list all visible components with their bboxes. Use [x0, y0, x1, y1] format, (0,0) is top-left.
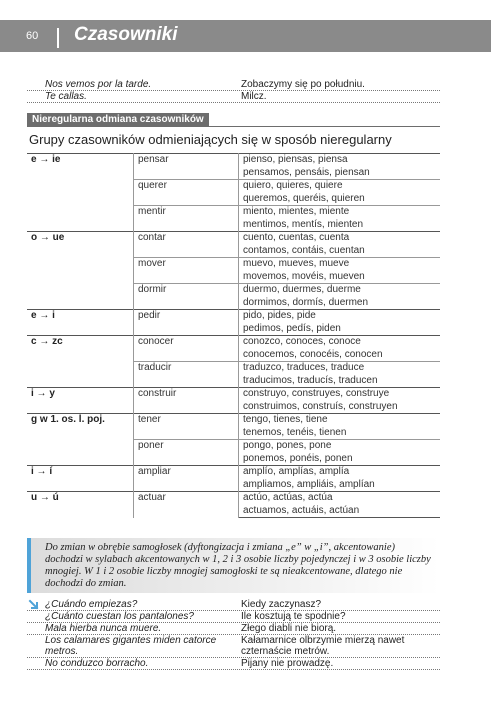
example-spanish: Los calamares gigantes miden catorce metros. [45, 635, 217, 657]
table-row [27, 388, 440, 401]
verb-infinitive: construir [134, 388, 239, 414]
verb-infinitive: tener [134, 414, 239, 440]
forms-singular: cuento, cuentas, cuenta [239, 232, 441, 245]
section-rule [27, 126, 440, 127]
example-polish: Zobaczymy się po południu. [241, 79, 365, 90]
group-label: e → i [27, 310, 134, 336]
group-label: i → í [27, 466, 134, 492]
verb-infinitive: conocer [134, 336, 239, 362]
verb-infinitive: mentir [134, 206, 239, 232]
forms-plural: pedimos, pedís, piden [243, 322, 341, 334]
forms-singular: pido, pides, pide [239, 310, 441, 323]
group-label: u → ú [27, 492, 134, 518]
example-row [27, 611, 440, 623]
page-number: 60 [26, 30, 39, 42]
section-label: Nieregularna odmiana czasowników [27, 113, 209, 127]
group-label: g w 1. os. l. poj. [27, 414, 134, 466]
example-spanish: Mala hierba nunca muere. [45, 623, 162, 634]
forms-singular: muevo, mueves, mueve [239, 258, 441, 271]
forms-singular: tengo, tienes, tiene [239, 414, 441, 427]
forms-singular: conozco, conoces, conoce [239, 336, 441, 349]
example-row [27, 658, 440, 670]
forms-plural: construimos, construís, construyen [243, 400, 398, 412]
forms-singular: amplío, amplías, amplía [239, 466, 441, 479]
example-row [27, 79, 440, 91]
group-label: c → zc [27, 336, 134, 388]
forms-plural: dormimos, dormís, duermen [243, 296, 369, 308]
example-row [27, 623, 440, 635]
forms-singular: duermo, duermes, duerme [239, 284, 441, 297]
verb-infinitive: contar [134, 232, 239, 258]
forms-singular: pienso, piensas, piensa [239, 154, 441, 167]
verb-infinitive: traducir [134, 362, 239, 388]
example-polish: Milcz. [241, 91, 267, 102]
forms-plural: pensamos, pensáis, piensan [243, 166, 370, 178]
group-label: o → ue [27, 232, 134, 310]
forms-plural: ponemos, ponéis, ponen [243, 452, 353, 464]
example-row [27, 635, 440, 658]
example-polish: Ile kosztują te spodnie? [241, 611, 346, 622]
example-spanish: Nos vemos por la tarde. [45, 79, 152, 90]
example-row [27, 599, 440, 611]
verb-infinitive: dormir [134, 284, 239, 310]
header-divider [57, 28, 59, 48]
example-spanish: No conduzco borracho. [45, 658, 149, 669]
forms-singular: miento, mientes, miente [239, 206, 441, 219]
verb-infinitive: pedir [134, 310, 239, 336]
example-polish: Kiedy zaczynasz? [241, 599, 322, 610]
group-label: e → ie [27, 154, 134, 232]
forms-plural: queremos, queréis, quieren [243, 192, 365, 204]
forms-plural: contamos, contáis, cuentan [243, 244, 365, 256]
table-row [27, 310, 440, 323]
forms-plural: traducimos, traducís, traducen [243, 374, 378, 386]
forms-singular: traduzco, traduces, traduce [239, 362, 441, 375]
forms-plural: tenemos, tenéis, tienen [243, 426, 347, 438]
table-row [27, 232, 440, 245]
forms-singular: actúo, actúas, actúa [239, 492, 441, 505]
top-examples [27, 79, 440, 103]
table-row [27, 154, 440, 167]
forms-singular: pongo, pones, pone [239, 440, 441, 453]
forms-singular: quiero, quieres, quiere [239, 180, 441, 193]
table-row [27, 336, 440, 349]
verb-infinitive: ampliar [134, 466, 239, 492]
group-label: i → y [27, 388, 134, 414]
bottom-examples [27, 599, 440, 670]
example-polish: Kałamarnice olbrzymie mierzą nawet czternaście metrów. [241, 635, 405, 657]
table-row [27, 414, 440, 427]
verb-infinitive: actuar [134, 492, 239, 518]
forms-plural: ampliamos, ampliáis, amplían [243, 478, 375, 490]
forms-plural: conocemos, conocéis, conocen [243, 348, 383, 360]
verb-infinitive: mover [134, 258, 239, 284]
verb-infinitive: poner [134, 440, 239, 466]
verb-infinitive: pensar [134, 154, 239, 180]
table-row [27, 466, 440, 479]
table-row [27, 492, 440, 505]
forms-plural: movemos, movéis, mueven [243, 270, 365, 282]
section-title: Grupy czasowników odmieniających się w sposób nieregularny [29, 132, 392, 147]
grammar-note: Do zmian w obrębie samogłosek (dyftongizacja i zmiana „e” w „i”, akcentowanie) dochodzi w sylabach akcentowanych w 1, 2 i 3 osobie liczby pojedynczej i w 3 osobie liczby mnogiej. W 1 i 2 osobie liczby mnogiej samogłoski te są nieakcentowane, dlatego nie dochodzi do zmian. [27, 538, 440, 593]
example-spanish: ¿Cuándo empiezas? [45, 599, 138, 610]
example-spanish: Te callas. [45, 91, 87, 102]
page-header [0, 20, 491, 52]
conjugation-table [27, 153, 440, 518]
forms-plural: mentimos, mentís, mienten [243, 218, 364, 230]
chapter-title: Czasowniki [74, 24, 178, 45]
forms-plural: actuamos, actuáis, actúan [239, 505, 441, 518]
forms-singular: construyo, construyes, construye [239, 388, 441, 401]
example-row [27, 91, 440, 103]
example-spanish: ¿Cuánto cuestan los pantalones? [45, 611, 194, 622]
example-polish: Złego diabli nie biorą. [241, 623, 337, 634]
example-polish: Pijany nie prowadzę. [241, 658, 334, 669]
verb-infinitive: querer [134, 180, 239, 206]
